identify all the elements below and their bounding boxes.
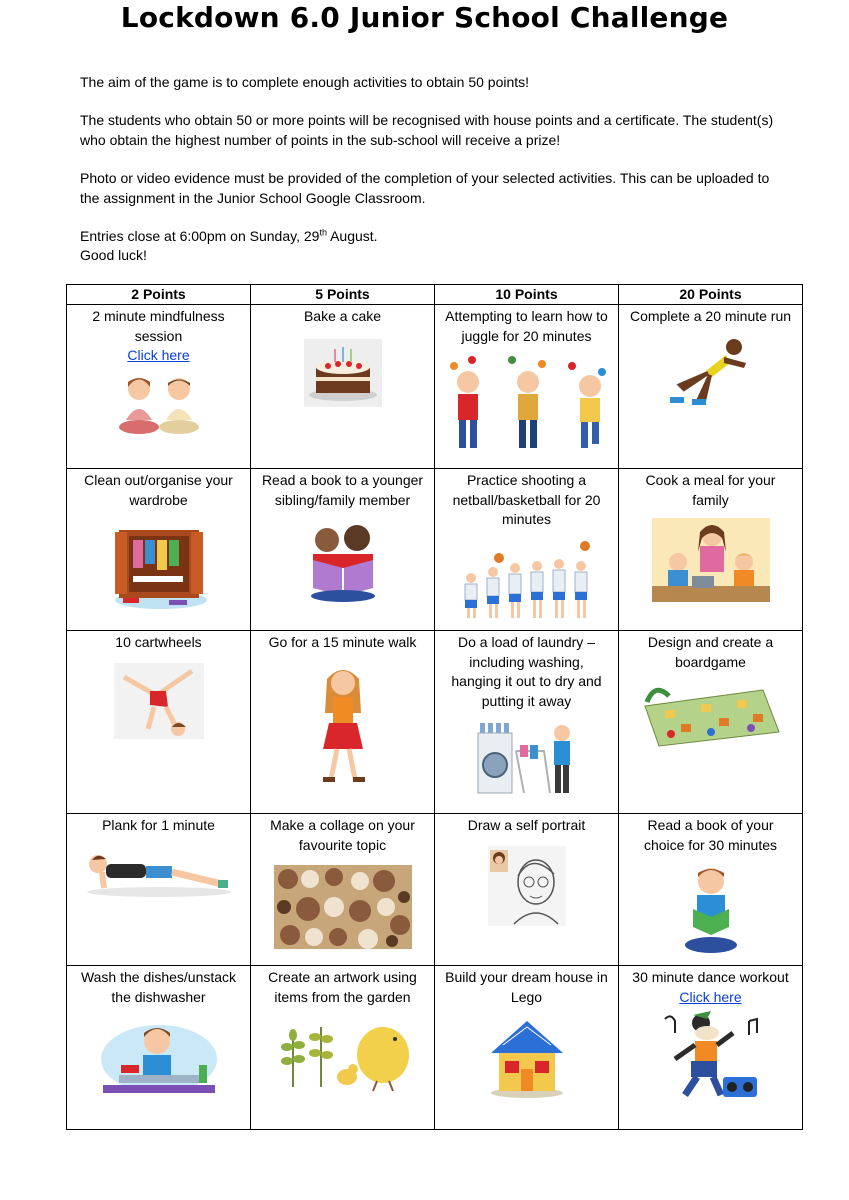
activity-cell: [435, 966, 619, 1130]
table-row: [67, 814, 803, 966]
activity-cell: [251, 966, 435, 1130]
activity-cell: [435, 469, 619, 631]
activity-cell: [67, 966, 251, 1130]
intro-entries: [80, 227, 790, 246]
laundry-icon: [474, 721, 580, 797]
table-row: [67, 631, 803, 814]
page-title: Lockdown 6.0 Junior School Challenge: [120, 1, 729, 34]
intro-evidence: Photo or video evidence must be provided of the completion of your selected activities. This can be uploaded to the assignment in the Junior School Google Classroom.: [80, 170, 770, 206]
boy-reading-icon: [683, 865, 739, 955]
activity-label: Attempting to learn how to juggle for 20 minutes: [445, 308, 608, 344]
reading-together-icon: [305, 522, 381, 602]
runner-icon: [666, 335, 756, 409]
activity-cell: [67, 469, 251, 631]
activity-cell: [619, 631, 803, 814]
activity-label: Draw a self portrait: [467, 817, 586, 834]
leaf-art-icon: [273, 1017, 413, 1093]
activity-cell: [619, 814, 803, 966]
intro-recognition: The students who obtain 50 or more points will be recognised with house points and a certificate. The student(s) who obtain the highest number of points in the sub-school will receive a prize!: [80, 112, 774, 148]
juggling-people-icon: [442, 352, 612, 452]
activity-label: 30 minute dance workout: [632, 969, 789, 986]
activity-label: Create an artwork using items from the garden: [268, 969, 417, 1005]
activity-cell: [619, 305, 803, 469]
activity-label: 10 cartwheels: [115, 634, 202, 651]
activity-label: Make a collage on your favourite topic: [270, 817, 415, 853]
intro-text: [80, 73, 790, 266]
activity-label: Practice shooting a netball/basketball for 20 minutes: [452, 472, 601, 528]
activity-label: Clean out/organise your wardrobe: [84, 472, 233, 508]
activity-label: Go for a 15 minute walk: [268, 634, 417, 651]
header-20-points: 20 Points: [619, 285, 803, 305]
header-5-points: 5 Points: [251, 285, 435, 305]
mindfulness-kids-icon: [114, 372, 204, 444]
activity-table: [66, 284, 803, 1130]
activity-cell: [619, 966, 803, 1130]
self-portrait-icon: [488, 846, 566, 926]
table-row: [67, 305, 803, 469]
entries-month-text: August.: [326, 228, 378, 245]
activity-label: Design and create a boardgame: [647, 634, 774, 670]
activity-label: Do a load of laundry – including washing, hanging it out to dry and putting it away: [451, 634, 602, 709]
messy-wardrobe-icon: [109, 524, 209, 610]
animal-collage-icon: [274, 865, 412, 949]
activity-label: Complete a 20 minute run: [629, 308, 792, 325]
activity-cell: [251, 469, 435, 631]
activity-label: Read a book to a younger sibling/family member: [261, 472, 424, 508]
activity-cell: [251, 631, 435, 814]
activity-cell: [67, 631, 251, 814]
table-row: [67, 966, 803, 1130]
activity-cell: [251, 305, 435, 469]
intro-aim: The aim of the game is to complete enough activities to obtain 50 points!: [80, 74, 530, 90]
plank-icon: [84, 850, 234, 898]
cartwheel-icon: [114, 663, 204, 739]
activity-cell: [67, 814, 251, 966]
activity-cell: [67, 305, 251, 469]
washing-dishes-icon: [99, 1019, 219, 1099]
lego-house-icon: [487, 1017, 567, 1099]
dancing-goofy-icon: [661, 1011, 761, 1103]
activity-label: 2 minute mindfulness session: [92, 308, 225, 344]
activity-label: Plank for 1 minute: [102, 817, 215, 834]
activity-cell: [435, 631, 619, 814]
activity-cell: [435, 814, 619, 966]
boardgame-icon: [641, 682, 781, 748]
activity-label: Wash the dishes/unstack the dishwasher: [80, 969, 237, 1005]
activity-label: Bake a cake: [303, 308, 382, 325]
basketball-shooting-icon: [459, 538, 595, 620]
table-row: [67, 469, 803, 631]
table-header-row: [67, 285, 803, 305]
dance-click-here-link[interactable]: Click here: [679, 988, 742, 1005]
cake-icon: [304, 339, 382, 407]
cooking-family-icon: [652, 518, 770, 602]
entries-date-suffix: th: [319, 227, 327, 238]
activity-label: Build your dream house in Lego: [445, 969, 608, 1005]
activity-cell: [435, 305, 619, 469]
header-10-points: 10 Points: [435, 285, 619, 305]
activity-cell: [619, 469, 803, 631]
header-2-points: 2 Points: [67, 285, 251, 305]
activity-label: Cook a meal for your family: [645, 472, 776, 508]
mindfulness-click-here-link[interactable]: Click here: [127, 347, 190, 364]
entries-date-text: Entries close at 6:00pm on Sunday, 29: [80, 228, 320, 245]
activity-label: Read a book of your choice for 30 minutes: [643, 817, 778, 853]
intro-good-luck: Good luck!: [80, 247, 147, 264]
activity-cell: [251, 814, 435, 966]
walking-girl-icon: [313, 663, 373, 787]
